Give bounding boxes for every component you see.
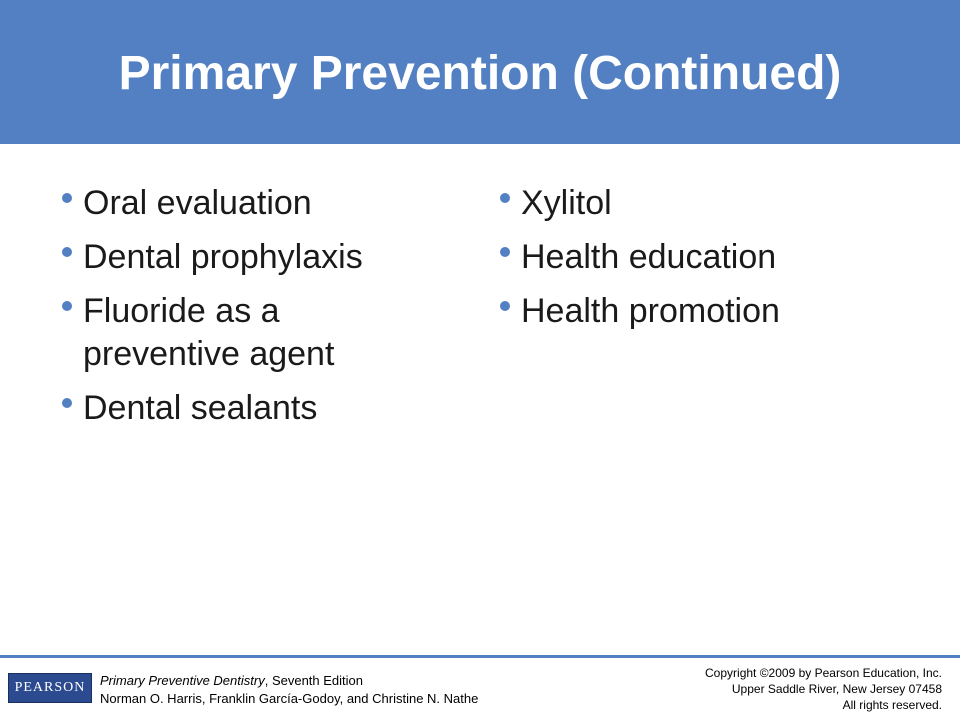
bullet-dot-icon	[62, 193, 72, 203]
logo-text: PEARSON	[14, 680, 86, 695]
pearson-logo	[8, 673, 92, 703]
book-edition: , Seventh Edition	[264, 673, 364, 688]
copyright-notice	[705, 665, 942, 713]
bullet-text: Health promotion	[521, 292, 780, 330]
right-bullet-list	[498, 182, 918, 344]
copyright-line-2: Upper Saddle River, New Jersey 07458	[731, 682, 942, 696]
copyright-line-3: All rights reserved.	[842, 698, 942, 712]
book-title-line	[100, 672, 478, 690]
bullet-text: Dental sealants	[83, 389, 318, 427]
bullet-dot-icon	[62, 247, 72, 257]
book-title: Primary Preventive Dentistry	[100, 673, 265, 688]
bullet-text: Oral evaluation	[83, 184, 312, 222]
bullet-dot-icon	[500, 247, 510, 257]
book-authors: Norman O. Harris, Franklin García-Godoy, and Christine N. Nathe	[100, 691, 479, 706]
bullet-text: Dental prophylaxis	[83, 238, 363, 276]
bullet-dot-icon	[500, 301, 510, 311]
slide-title: Primary Prevention (Continued)	[118, 47, 842, 100]
bullet-text: Fluoride as a	[83, 292, 280, 330]
bullet-dot-icon	[62, 398, 72, 408]
bullet-item	[498, 182, 918, 225]
title-bar	[0, 0, 960, 144]
bullet-item	[60, 290, 460, 376]
bullet-item	[60, 182, 460, 225]
bullet-item	[60, 387, 460, 430]
bullet-item	[498, 236, 918, 279]
copyright-line-1: Copyright ©2009 by Pearson Education, Inc.	[705, 666, 942, 680]
left-bullet-list	[60, 182, 460, 441]
bullet-text: Xylitol	[521, 184, 612, 222]
footer-divider	[0, 655, 960, 658]
bullet-text-continued: preventive agent	[83, 335, 335, 373]
bullet-text: Health education	[521, 238, 777, 276]
bullet-item	[498, 290, 918, 333]
bullet-dot-icon	[500, 193, 510, 203]
bullet-item	[60, 236, 460, 279]
bullet-dot-icon	[62, 301, 72, 311]
book-info	[100, 672, 478, 708]
